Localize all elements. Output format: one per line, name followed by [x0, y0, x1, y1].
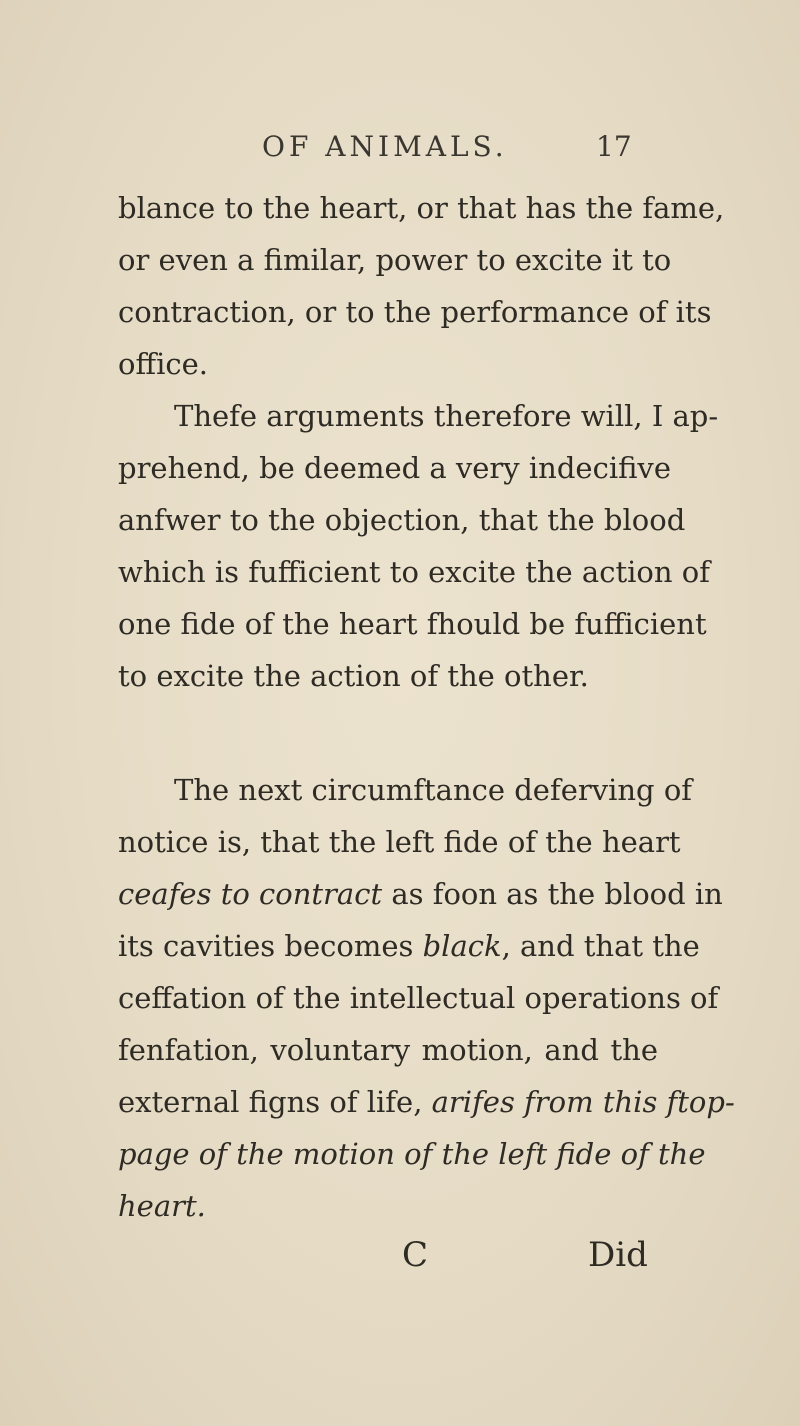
- text-line: contraction, or to the performance of its: [118, 295, 712, 329]
- signature-mark: C: [402, 1235, 429, 1275]
- italic-phrase: arifes from this ftop-: [431, 1085, 735, 1119]
- catchword: Did: [588, 1235, 648, 1275]
- text-line: blance to the heart, or that has the fame,: [118, 191, 725, 225]
- body-text: [118, 182, 735, 1232]
- page-footer: [0, 1235, 800, 1285]
- page-number: 17: [596, 130, 632, 163]
- text-line: one fide of the heart fhould be fufficient: [118, 607, 707, 641]
- italic-phrase: ceafes to contract: [118, 877, 383, 911]
- text-line: ceffation of the intellectual operations of: [118, 981, 719, 1015]
- text-line: [118, 868, 723, 920]
- text-line: prehend, be deemed a very indecifive: [118, 451, 671, 485]
- italic-word: heart.: [118, 1189, 206, 1223]
- running-title: OF ANIMALS.: [262, 130, 508, 163]
- text-line: which is fufficient to excite the action of: [118, 555, 710, 589]
- text-line: anfwer to the objection, that the blood: [118, 503, 686, 537]
- text-line: The next circumftance deferving of: [174, 773, 693, 807]
- text-line: fenfation, voluntary motion, and the: [118, 1033, 658, 1067]
- italic-word: black: [422, 929, 502, 963]
- text-line: or even a fimilar, power to excite it to: [118, 243, 672, 277]
- running-head: [0, 130, 800, 170]
- text-line: to excite the action of the other.: [118, 659, 589, 693]
- text-run: as foon as the blood in: [382, 877, 723, 911]
- paragraph-gap: [118, 702, 658, 764]
- text-line: Thefe arguments therefore will, I ap-: [174, 399, 719, 433]
- text-line: notice is, that the left fide of the heart: [118, 825, 681, 859]
- text-run: its cavities becomes: [118, 929, 423, 963]
- text-run: external figns of life,: [118, 1085, 432, 1119]
- text-line: [118, 1128, 706, 1180]
- italic-phrase: page of the motion of the left fide of the: [118, 1137, 706, 1171]
- text-run: , and that the: [501, 929, 700, 963]
- text-line: [118, 920, 700, 972]
- text-line: [118, 1076, 735, 1128]
- text-line: office.: [118, 347, 208, 381]
- text-line: [118, 1180, 658, 1232]
